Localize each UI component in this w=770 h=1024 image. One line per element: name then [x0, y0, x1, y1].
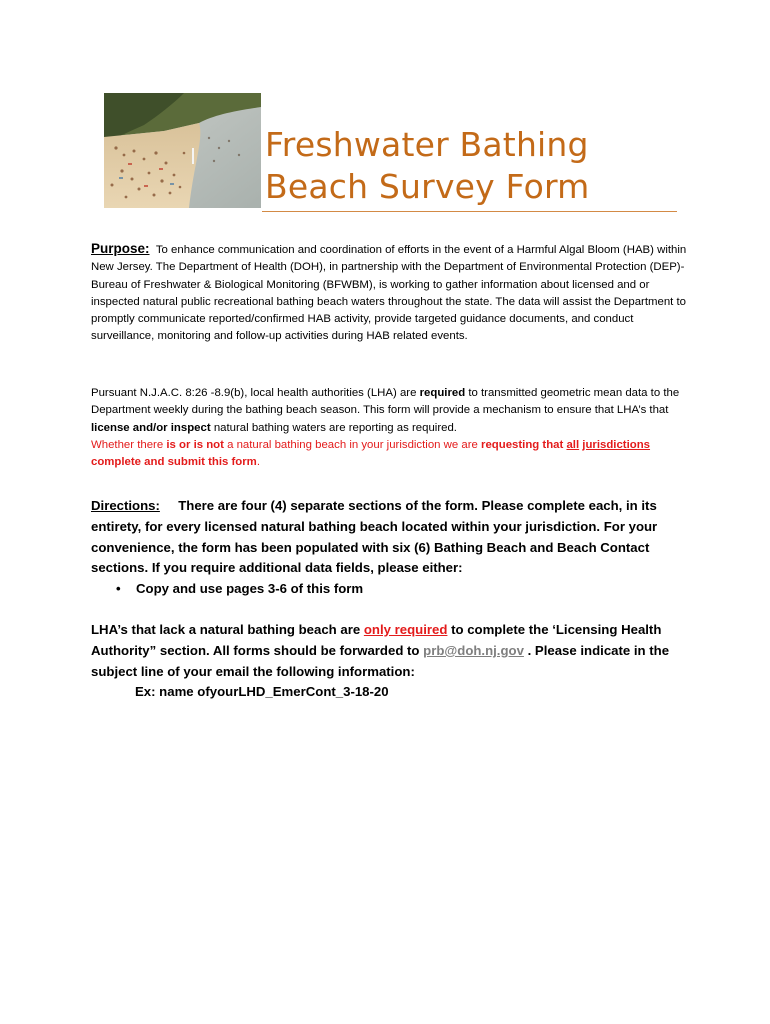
directions-paragraph: [91, 496, 691, 579]
directions-label: Directions:: [91, 498, 160, 513]
pursuant-text-2: to transmitted geometric mean data to the Department weekly during the bathing beach season. This form will provide a mechanism to ensure that LHA’s that: [91, 387, 680, 417]
jurisdiction-request-text-2: a natural bathing beach in your jurisdiction we are: [223, 438, 482, 451]
required-emphasis: required: [419, 387, 466, 399]
beach-photo: [104, 93, 261, 208]
purpose-paragraph: [91, 240, 691, 346]
jurisdiction-request-text-1: Whether there: [91, 438, 167, 451]
email-link[interactable]: prb@doh.nj.gov: [423, 642, 524, 658]
period: .: [256, 456, 260, 469]
all-emphasis: all: [566, 438, 580, 451]
directions-section: [91, 496, 691, 600]
pursuant-text-1: Pursuant N.J.A.C. 8:26 -8.9(b), local health authorities (LHA) are: [91, 387, 420, 399]
is-or-is-not-emphasis: is or is not: [166, 438, 224, 451]
purpose-label: Purpose:: [91, 241, 150, 256]
pursuant-text-3: natural bathing waters are reporting as required.: [210, 421, 457, 434]
license-inspect-emphasis: license and/or inspect: [91, 421, 211, 434]
bullet-icon: •: [116, 581, 121, 597]
complete-submit-emphasis: complete and submit this form: [91, 456, 257, 469]
title-line-2: Beach Survey Form: [265, 167, 590, 206]
subject-line-example: Ex: name ofyourLHD_EmerCont_3-18-20: [135, 684, 389, 700]
purpose-text: To enhance communication and coordination of efforts in the event of a Harmful Algal Bloom (HAB) within New Jersey. The Department of Health (DOH), in partnership with the Department of Environmental Protection (DEP)- Bureau of Freshwater & Biological Monitoring (BFWBM), is working to gather information about licensed and or inspected natural public recreational bathing beach waters throughout the state. The data will assist the Department to promptly communicate reported/confirmed HAB activity, provide targeted guidance documents, and conduct surveillance, monitoring and follow-up activities during HAB related events.: [91, 244, 687, 343]
only-required-emphasis: only required: [363, 622, 448, 637]
jurisdictions-emphasis: jurisdictions: [582, 438, 651, 451]
directions-bullet: [91, 579, 691, 600]
lha-section: [91, 620, 691, 703]
page-title: [265, 124, 590, 208]
title-divider: [262, 211, 677, 212]
requesting-emphasis: requesting that: [481, 438, 567, 451]
lha-paragraph: [91, 620, 691, 682]
bullet-text: Copy and use pages 3-6 of this form: [136, 581, 364, 597]
title-line-1: Freshwater Bathing: [265, 125, 589, 164]
pursuant-paragraph: [91, 385, 691, 471]
lha-text-3: . Please indicate in the subject line of your email the following information:: [91, 642, 670, 679]
lha-text-2: to complete the ‘Licensing Health Authority” section. All forms should be forwarded to: [91, 622, 662, 658]
directions-text: There are four (4) separate sections of the form. Please complete each, in its entirety, for every licensed natural bathing beach located within your jurisdiction. For your convenience, the form has been populated with six (6) Bathing Beach and Beach Contact sections. If you require additional data fields, please either:: [91, 498, 658, 576]
lha-text-1: LHA’s that lack a natural bathing beach are: [91, 622, 364, 637]
